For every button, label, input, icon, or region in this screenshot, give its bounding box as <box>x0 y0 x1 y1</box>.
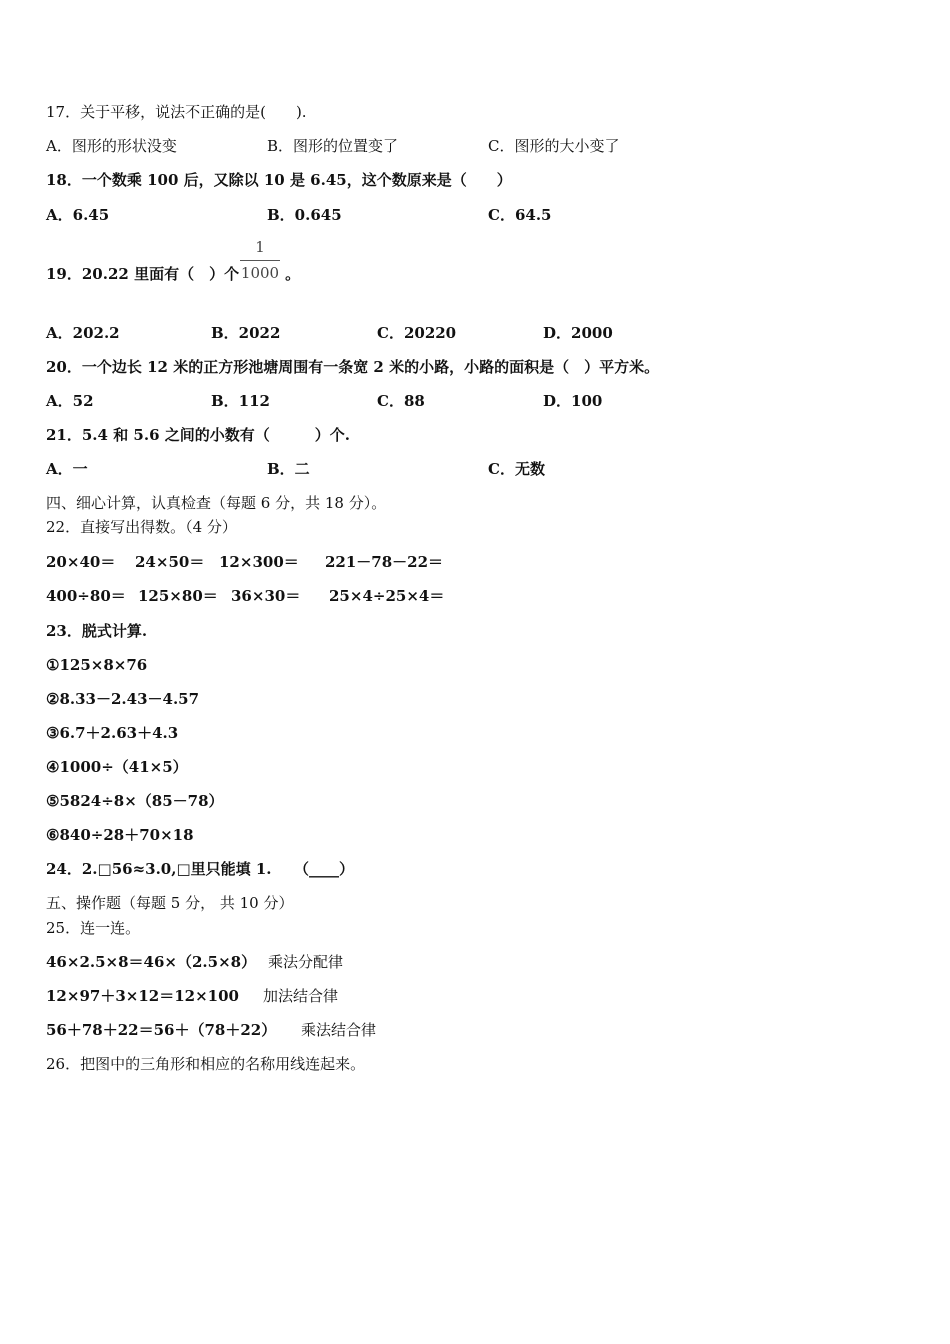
q19-option-d[interactable]: D．2000 <box>543 324 613 342</box>
q25-right-item[interactable]: 乘法结合律 <box>301 1021 377 1039</box>
section-5-heading: 五、操作题（每题 5 分， 共 10 分） <box>46 894 294 912</box>
question-18-stem: 18．一个数乘 100 后，又除以 10 是 6.45，这个数原来是（ ） <box>46 171 512 189</box>
q23-item: ②8.33－2.43－4.57 <box>46 690 200 708</box>
q25-right-item[interactable]: 乘法分配律 <box>268 953 344 971</box>
q22-item: 36×30＝ <box>231 587 301 605</box>
q19-option-b[interactable]: B．2022 <box>211 324 281 342</box>
q23-item: ④1000÷（41×5） <box>46 758 188 776</box>
q19-stem-before: 19．20.22 里面有（ ）个 <box>46 265 240 283</box>
q22-item: 125×80＝ <box>138 587 218 605</box>
question-26-stem: 26．把图中的三角形和相应的名称用线连起来。 <box>46 1055 366 1073</box>
question-23-stem: 23．脱式计算. <box>46 622 148 640</box>
question-20-stem: 20．一个边长 12 米的正方形池塘周围有一条宽 2 米的小路，小路的面积是（ ）平方米。 <box>46 358 660 376</box>
q22-item: 24×50＝ <box>135 553 205 571</box>
question-25-stem: 25．连一连。 <box>46 919 141 937</box>
q17-option-b[interactable]: B．图形的位置变了 <box>267 137 399 155</box>
question-24-stem: 24．2.□56≈3.0,□里只能填 1. （____） <box>46 860 355 878</box>
q20-option-b[interactable]: B．112 <box>211 392 270 410</box>
q18-option-b[interactable]: B．0.645 <box>267 206 342 224</box>
q25-right-item[interactable]: 加法结合律 <box>263 987 339 1005</box>
q19-fraction-numerator: 1 <box>255 238 265 256</box>
q19-stem-after: 。 <box>285 265 301 283</box>
q23-item: ③6.7＋2.63＋4.3 <box>46 724 179 742</box>
q20-option-d[interactable]: D．100 <box>543 392 603 410</box>
q21-option-b[interactable]: B．二 <box>267 460 310 478</box>
q21-option-a[interactable]: A．一 <box>46 460 88 478</box>
q17-option-c[interactable]: C．图形的大小变了 <box>488 137 620 155</box>
q17-option-a[interactable]: A．图形的形状没变 <box>46 137 177 155</box>
q21-option-c[interactable]: C．无数 <box>488 460 545 478</box>
question-22-stem: 22．直接写出得数。（4 分） <box>46 518 237 536</box>
q18-option-c[interactable]: C．64.5 <box>488 206 552 224</box>
q25-left-item[interactable]: 56＋78＋22＝56＋（78＋22） <box>46 1021 277 1039</box>
q25-left-item[interactable]: 46×2.5×8＝46×（2.5×8） <box>46 953 257 971</box>
q20-option-c[interactable]: C．88 <box>377 392 425 410</box>
q19-option-a[interactable]: A．202.2 <box>46 324 120 342</box>
q23-item: ⑥840÷28＋70×18 <box>46 826 194 844</box>
q22-item: 25×4÷25×4＝ <box>329 587 445 605</box>
q22-item: 20×40＝ <box>46 553 116 571</box>
question-21-stem: 21．5.4 和 5.6 之间的小数有（ ）个. <box>46 426 350 444</box>
q20-option-a[interactable]: A．52 <box>46 392 94 410</box>
q22-item: 221－78－22＝ <box>325 553 444 571</box>
q18-option-a[interactable]: A．6.45 <box>46 206 110 224</box>
question-17-stem: 17．关于平移，说法不正确的是( ). <box>46 103 307 121</box>
q25-left-item[interactable]: 12×97＋3×12＝12×100 <box>46 987 239 1005</box>
q22-item: 400÷80＝ <box>46 587 126 605</box>
q23-item: ①125×8×76 <box>46 656 148 674</box>
q19-fraction-denominator: 1000 <box>240 264 280 282</box>
q19-option-c[interactable]: C．20220 <box>377 324 457 342</box>
section-4-heading: 四、细心计算，认真检查（每题 6 分，共 18 分）。 <box>46 494 387 512</box>
q19-fraction-bar <box>240 260 280 261</box>
q23-item: ⑤5824÷8×（85－78） <box>46 792 224 810</box>
q22-item: 12×300＝ <box>219 553 299 571</box>
